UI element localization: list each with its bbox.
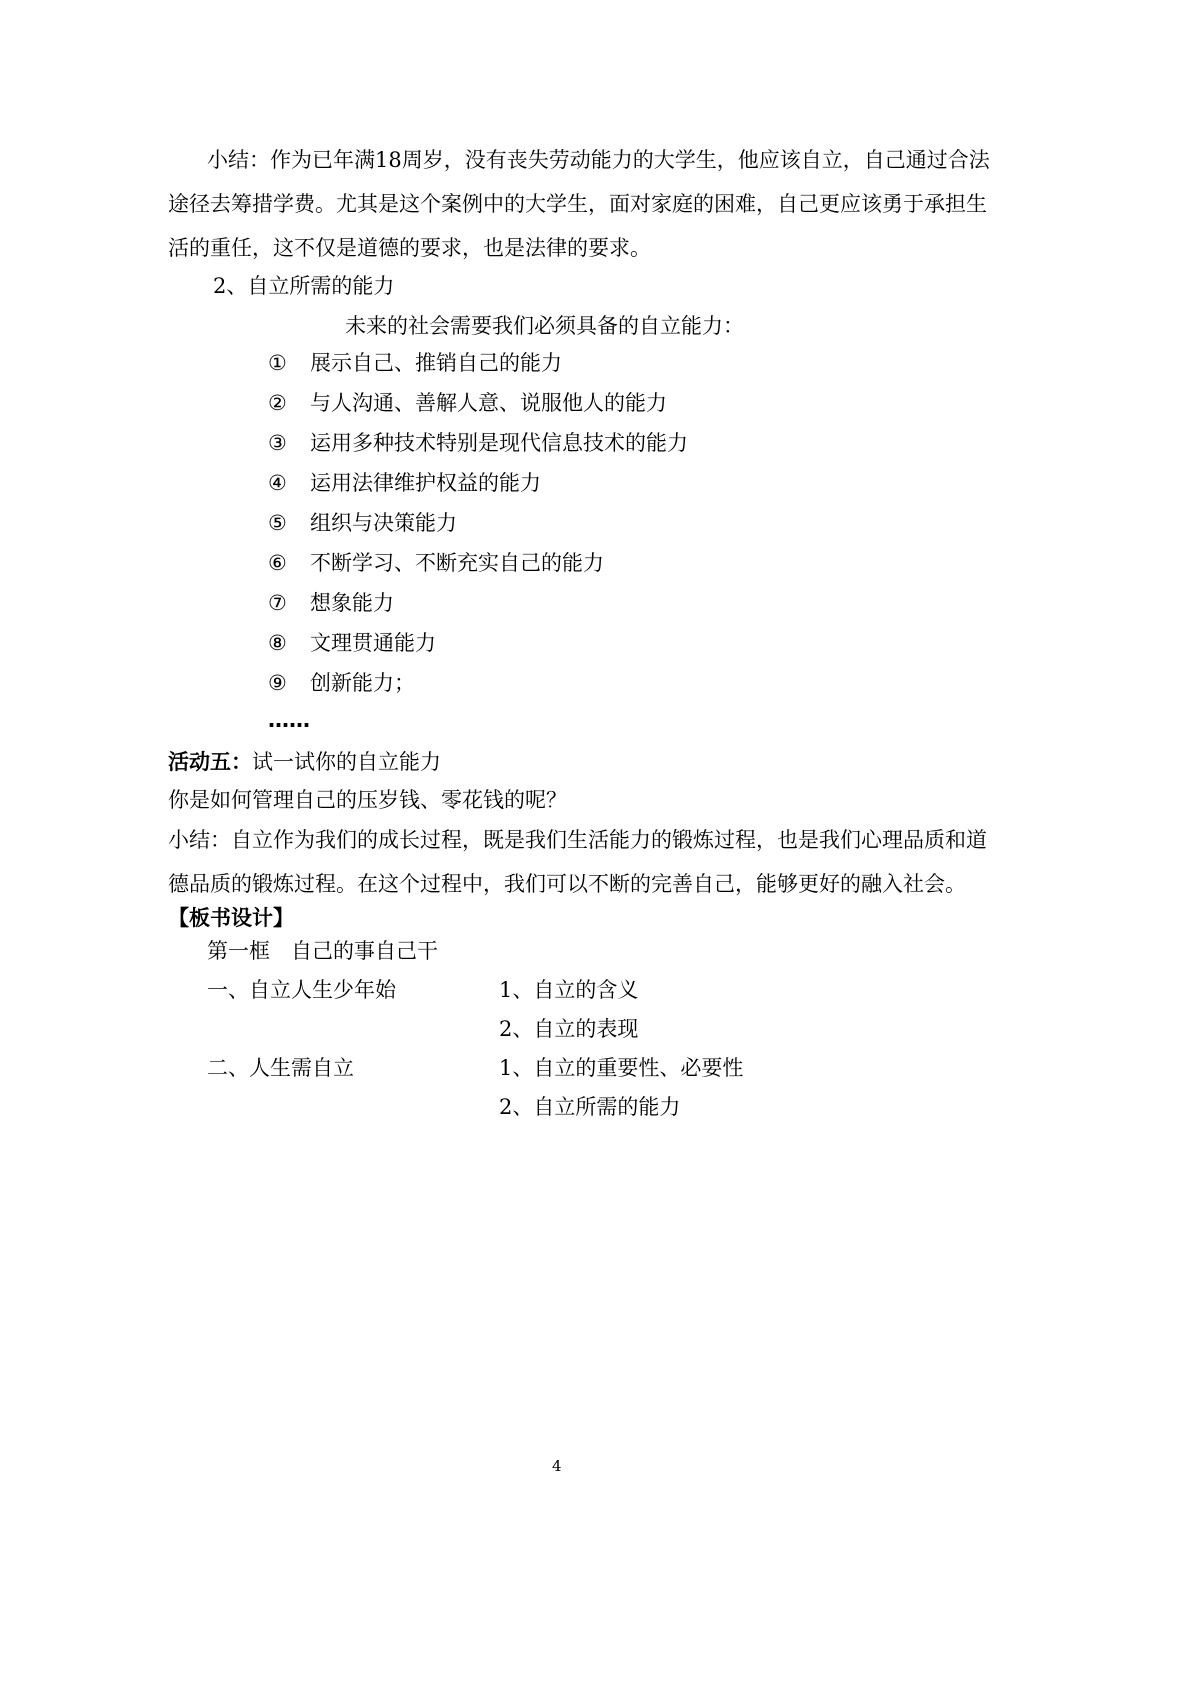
- list-number: ②: [268, 391, 287, 415]
- summary-line-2: 途径去筹措学费。尤其是这个案例中的大学生，面对家庭的困难，自己更应该勇于承担生: [168, 192, 987, 216]
- list-item: [268, 433, 688, 454]
- board-part-2-item: 2、自立所需的能力: [499, 1095, 681, 1119]
- list-item: [268, 393, 667, 414]
- ellipsis: ……: [268, 708, 310, 732]
- list-text: 不断学习、不断充实自己的能力: [310, 551, 604, 575]
- abilities-intro: 未来的社会需要我们必须具备的自立能力：: [345, 314, 744, 338]
- list-number: ①: [268, 351, 287, 375]
- list-text: 与人沟通、善解人意、说服他人的能力: [310, 391, 667, 415]
- section-heading: 2、自立所需的能力: [213, 274, 395, 298]
- list-number: ⑦: [268, 591, 287, 615]
- list-number: ④: [268, 471, 287, 495]
- list-number: ⑧: [268, 631, 287, 655]
- list-item: [268, 513, 457, 534]
- list-item: [268, 673, 415, 694]
- list-number: ⑨: [268, 671, 287, 695]
- activity-title: 试一试你的自立能力: [252, 750, 441, 774]
- list-item: [268, 473, 541, 494]
- board-part-2-item: 1、自立的重要性、必要性: [499, 1056, 744, 1080]
- list-text: 创新能力；: [310, 671, 415, 695]
- summary2-line-2: 德品质的锻炼过程。在这个过程中，我们可以不断的完善自己，能够更好的融入社会。: [168, 872, 966, 896]
- page-number: 4: [552, 1457, 562, 1475]
- list-number: ⑤: [268, 511, 287, 535]
- list-text: 展示自己、推销自己的能力: [310, 351, 562, 375]
- list-text: 想象能力: [310, 591, 394, 615]
- board-part-1-item: 2、自立的表现: [499, 1017, 639, 1041]
- board-title: 第一框 自己的事自己干: [207, 939, 438, 963]
- list-item: [268, 593, 394, 614]
- list-text: 组织与决策能力: [310, 511, 457, 535]
- board-part-1: 一、自立人生少年始: [207, 978, 396, 1002]
- list-text: 运用法律维护权益的能力: [310, 471, 541, 495]
- list-number: ③: [268, 431, 287, 455]
- board-part-1-item: 1、自立的含义: [499, 978, 639, 1002]
- summary-line-3: 活的重任，这不仅是道德的要求，也是法律的要求。: [168, 236, 651, 260]
- list-item: [268, 633, 436, 654]
- list-text: 运用多种技术特别是现代信息技术的能力: [310, 431, 688, 455]
- activity-heading: [168, 752, 441, 773]
- board-heading: 【板书设计】: [168, 906, 294, 930]
- list-item: [268, 553, 604, 574]
- summary2-line-1: 小结：自立作为我们的成长过程，既是我们生活能力的锻炼过程，也是我们心理品质和道: [168, 828, 987, 852]
- list-number: ⑥: [268, 551, 287, 575]
- activity-label: 活动五：: [168, 750, 252, 774]
- summary-line-1: 小结：作为已年满18周岁，没有丧失劳动能力的大学生，他应该自立，自己通过合法: [207, 148, 990, 172]
- list-item: [268, 353, 562, 374]
- list-text: 文理贯通能力: [310, 631, 436, 655]
- activity-question: 你是如何管理自己的压岁钱、零花钱的呢？: [168, 788, 567, 812]
- board-part-2: 二、人生需自立: [207, 1056, 354, 1080]
